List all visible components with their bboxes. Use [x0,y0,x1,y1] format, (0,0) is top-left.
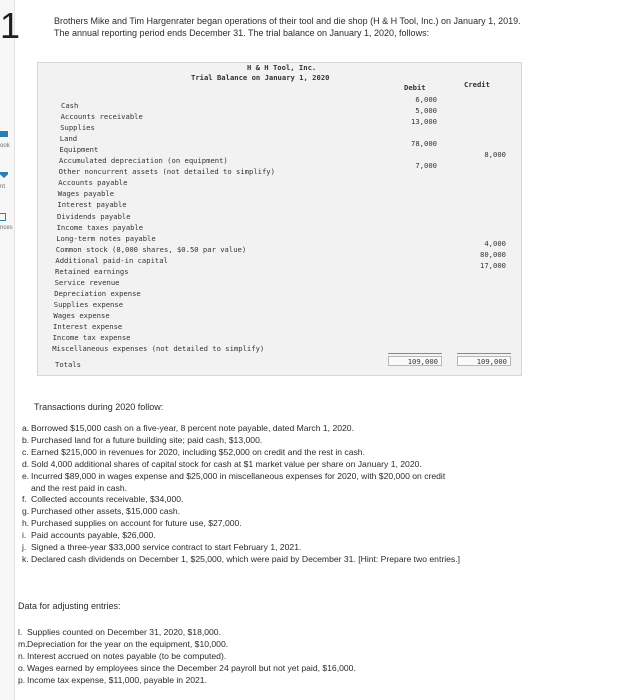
account-name: Supplies expense [53,299,124,309]
item-label: g. [22,506,30,517]
item-text: Borrowed $15,000 cash on a five-year, 8 percent note payable, dated March 1, 2020. [31,423,354,433]
item-text: Declared cash dividends on December 1, $25,000, which were paid by December 31. [Hint: Prepare two entries.] [31,553,460,564]
account-name: Land [59,134,78,144]
account-name: Retained earnings [55,266,129,276]
account-name: Wages payable [57,189,115,199]
account-name: Long-term notes payable [56,233,156,243]
total-debit: 109,000 [388,356,442,366]
item-label: f. [22,494,27,505]
item-text: Purchased other assets, $15,000 cash. [31,506,181,517]
account-debit: 13,000 [411,117,437,127]
item-label: c. [22,446,29,457]
problem-number: 1 [0,5,21,46]
item-label: m. [18,638,28,649]
item-text: Collected accounts receivable, $34,000. [31,494,184,505]
tb-title: Trial Balance on January 1, 2020 [191,73,330,82]
item-label: e. [22,470,30,481]
item-label: h. [22,518,30,529]
intro-line-2: The annual reporting period ends December 31. The trial balance on January 1, 2020, follows: [54,28,430,38]
account-name: Interest payable [57,200,127,210]
item-label: p. [18,674,26,685]
item-label: d. [22,458,30,469]
account-name: Accounts payable [58,178,128,188]
account-credit: 8,000 [484,150,506,160]
rail-label-nt: nt [0,184,6,190]
rail-label-nces: nces [0,225,13,231]
intro-line-1: Brothers Mike and Tim Hargenrater began operations of their tool and die shop (H & H Tool, Inc.) on January 1, 2019. [54,16,521,26]
account-debit: 6,000 [415,95,437,104]
account-debit: 7,000 [415,161,437,171]
account-name: Miscellaneous expenses (not detailed to simplify) [52,344,265,354]
pencil-icon[interactable] [0,172,8,178]
item-text: and the rest paid in cash. [31,482,128,493]
item-text: Purchased supplies on account for future use, $27,000. [31,518,242,529]
item-text: Supplies counted on December 31, 2020, $18,000. [27,627,221,637]
item-label: b. [22,434,30,445]
account-name: Service revenue [54,277,120,287]
item-text: Sold 4,000 additional shares of capital stock for cash at $1 market value per share on January 1, 2020. [31,458,422,469]
account-name: Accumulated depreciation (on equipment) [59,156,228,166]
account-name: Cash [61,101,79,110]
account-name: Income taxes payable [56,222,144,232]
item-label: l. [18,627,23,637]
item-text: Wages earned by employees since the December 24 payroll but not yet paid, $16,000. [27,662,356,673]
item-text: Interest accrued on notes payable (to be computed). [27,650,227,661]
tb-debit-header: Debit [404,83,426,92]
item-label: o. [18,662,26,673]
account-name: Other noncurrent assets (not detailed to simplify) [58,167,275,177]
account-credit: 4,000 [484,238,506,248]
total-credit: 109,000 [457,356,511,366]
account-credit: 80,000 [480,249,506,259]
item-text: Paid accounts payable, $26,000. [31,530,156,541]
account-name: Additional paid-in capital [55,255,168,265]
item-label: a. [22,423,30,433]
account-name: Income tax expense [52,333,131,343]
debit-total-rule [388,353,442,354]
trial-balance-table [37,62,522,376]
item-label: n. [18,650,26,661]
item-label: k. [22,553,29,564]
account-debit: 78,000 [411,139,437,149]
tb-credit-header: Credit [464,80,490,89]
rail-label-book: ook [0,143,10,149]
tag-icon[interactable] [0,213,6,221]
account-name: Interest expense [53,322,123,331]
adjusting-heading: Data for adjusting entries: [18,601,121,611]
item-text: Earned $215,000 in revenues for 2020, including $52,000 on credit and the rest in cash. [31,446,365,457]
account-debit: 5,000 [415,106,437,116]
account-credit: 17,000 [480,260,506,270]
item-text: Income tax expense, $11,000, payable in 2021. [27,674,207,685]
account-name: Dividends payable [57,211,131,221]
bookmark-icon[interactable] [0,131,8,137]
item-label: i. [22,530,27,541]
account-name: Supplies [60,123,95,133]
item-label: j. [22,542,27,552]
tb-totals-label: Totals [55,360,81,369]
account-name: Accounts receivable [60,112,143,122]
account-name: Wages expense [53,310,110,320]
account-name: Common stock (8,000 shares, $0.50 par value) [55,244,247,254]
left-rail [0,0,15,700]
credit-total-rule [457,353,511,354]
account-name: Depreciation expense [54,288,141,298]
item-text: Signed a three-year $33,000 service contract to start February 1, 2021. [31,542,302,552]
tb-company-name: H & H Tool, Inc. [247,63,317,72]
transactions-heading: Transactions during 2020 follow: [34,402,164,412]
account-name: Equipment [59,145,99,155]
item-text: Depreciation for the year on the equipment, $10,000. [27,638,229,649]
item-text: Purchased land for a future building site; paid cash, $13,000. [31,434,263,445]
item-text: Incurred $89,000 in wages expense and $25,000 in miscellaneous expenses for 2020, with $20,000 on credit [31,470,446,481]
